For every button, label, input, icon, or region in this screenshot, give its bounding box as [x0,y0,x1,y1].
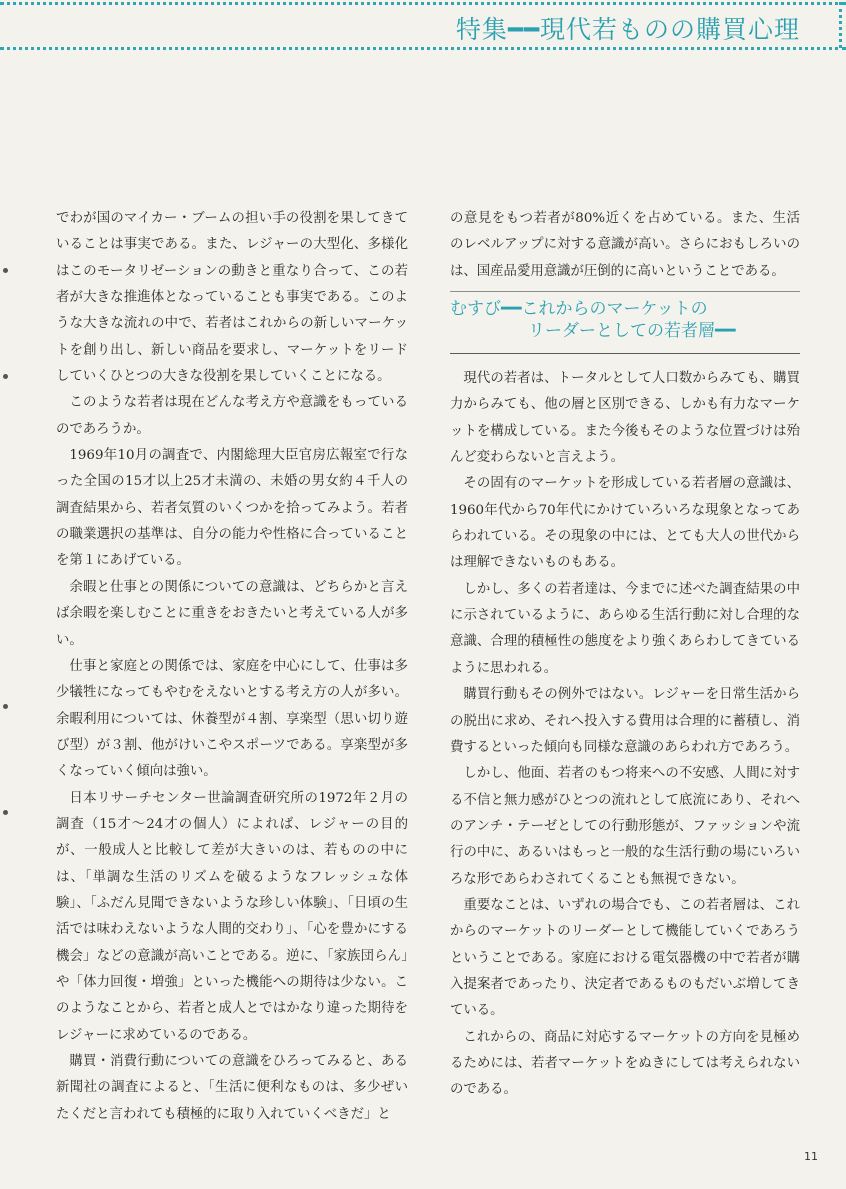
paragraph: しかし、他面、若者のもつ将来への不安感、人間に対する不信と無力感がひとつの流れとして底流にあり、それへのアンチ・テーゼとしての行動形態が、ファッションや流行の中に、あるいはもっと一般的な生活行動の場にいろいろな形であらわされてくることも無視できない。 [450,766,800,887]
paragraph: このような若者は現在どんな考え方や意識をもっているのであろうか。 [56,395,408,437]
paragraph: 購買・消費行動についての意識をひろってみると、ある新聞社の調査によると、「生活に便利なものは、多少ぜいたくだと言われても積極的に取り入れていくべきだ」と [56,1054,408,1122]
paragraph: 重要なことは、いずれの場合でも、この若者層は、これからのマーケットのリーダーとして機能していくであろうということである。家庭における電気器機の中で若者が購入提案者であったり、決定者であるものもだいぶ増してきている。 [450,897,800,1019]
feature-title: 特集━━現代若ものの購買心理 [455,15,800,44]
paragraph: 1969年10月の調査で、内閣総理大臣官房広報室で行なった全国の15才以上25才未満の、未婚の男女約４千人の調査結果から、若者気質のいくつかを拾ってみよう。若者の職業選択の基準は、自分の能力や性格に合っていることを第１にあげている。 [56,448,408,569]
paragraph: 購買行動もその例外ではない。レジャーを日常生活からの脱出に求め、それへ投入する費用は合理的に蓄積し、消費するといった傾向も同様な意識のあらわれ方であろう。 [450,687,800,755]
header-band [0,0,846,60]
section-heading-line-2: リーダーとしての若者層━━ [528,321,736,342]
right-column [450,206,800,1104]
paragraph: 現代の若者は、トータルとして人口数からみても、購買力からみても、他の層と区別できる、しかも有力なマーケットを構成している。また今後もそのような位置づけは殆んど変わらないと言えよう。 [450,371,800,466]
paragraph: でわが国のマイカー・ブームの担い手の役割を果してきていることは事実である。また、レジャーの大型化、多様化はこのモータリゼーションの動きと重なり合って、この若者が大きな推進体となっていることも事実である。このような大きな流れの中で、若者はこれからの新しいマーケットを創り出し、新しい商品を要求し、マーケットをリードしていくひとつの大きな役割を果していくことになる。 [56,211,408,385]
paragraph: これからの、商品に対応するマーケットの方向を見極めるためには、若者マーケットをぬきにしては考えられないのである。 [450,1029,800,1098]
paragraph: 仕事と家庭との関係では、家庭を中心にして、仕事は多少犠牲になってもやむをえないとする考え方の人が多い。余暇利用については、休養型が４割、享楽型（思い切り遊び型）が３割、他がけいこやスポーツである。享楽型が多くなっていく傾向は強い。 [56,658,408,780]
section-heading [450,291,800,352]
binding-hole [3,704,8,709]
section-heading-rule [450,353,800,354]
binding-hole [3,810,8,815]
section-heading-line-1: むすび━━これからのマーケットの [450,299,708,320]
paragraph: 日本リサーチセンター世論調査研究所の1972年２月の調査（15才～24才の個人）によれば、レジャーの目的が、一般成人と比較して差が大きいのは、若ものの中には、「単調な生活のリズムを破るようなフレッシュな体験」、「ふだん見聞できないような珍しい体験」、「日頃の生活では味わえないような人間的交わり」、「心を豊かにする機会」などの意識が高いことである。逆に、「家族団らん」や「体力回復・増強」といった機能への期待は少ない。このようなことから、若者と成人とではかなり違った期待をレジャーに求めているのである。 [56,790,408,1043]
paragraph: の意見をもつ若者が80%近くを占めている。また、生活のレベルアップに対する意識が高い。さらにおもしろいのは、国産品愛用意識が圧倒的に高いということである。 [450,211,800,279]
header-dotted-rule-right [839,2,842,48]
paragraph: 余暇と仕事との関係についての意識は、どちらかと言えば余暇を楽しむことに重きをおきたいと考えている人が多い。 [56,579,408,648]
conclusion-body [450,366,800,1104]
paragraph: しかし、多くの若者達は、今までに述べた調査結果の中に示されているように、あらゆる生活行動に対し合理的な意識、合理的積極性の態度をより強くあらわしてきているように思われる。 [450,581,800,676]
page-number: 11 [804,1150,818,1163]
header-dotted-rule-top [0,2,846,5]
binding-hole [3,268,8,273]
binding-hole [3,374,8,379]
paragraph: その固有のマーケットを形成している若者層の意識は、1960年代から70年代にかけていろいろな現象となってあらわれている。その現象の中には、とても大人の世代からは理解できないものもある。 [450,476,800,571]
left-column [56,206,408,1128]
header-dotted-rule-bottom [0,47,846,50]
